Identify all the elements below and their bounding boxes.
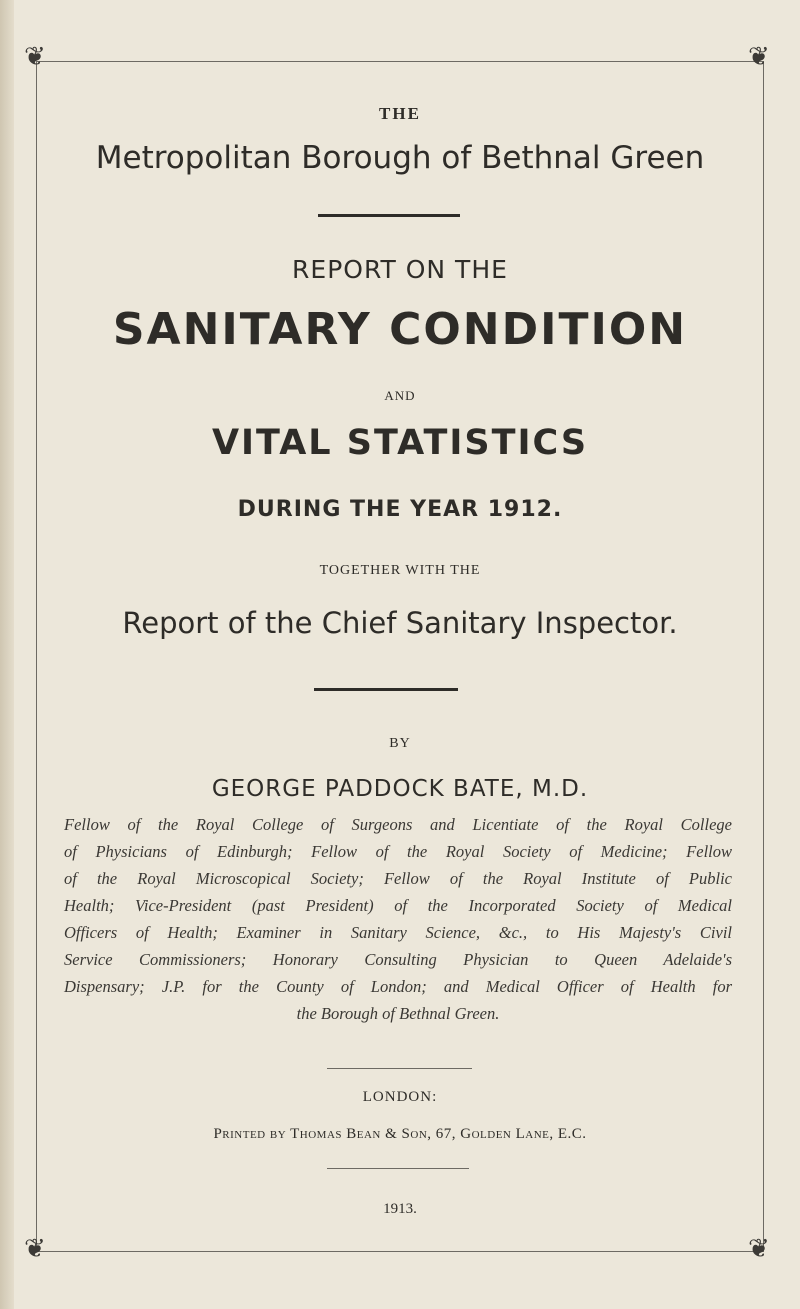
divider: [314, 688, 458, 691]
credentials-line: Dispensary; J.P. for the County of London; and Medical Officer of Health for: [64, 977, 732, 996]
header-the: THE: [379, 104, 421, 123]
sanitary-condition-heading: SANITARY CONDITION: [112, 304, 688, 355]
together-text: TOGETHER WITH THE: [319, 563, 481, 578]
credentials-line: of the Royal Microscopical Society; Fellow of the Royal Institute of Public: [64, 869, 732, 888]
year-heading: DURING THE YEAR 1912.: [237, 497, 563, 522]
report-on-heading: REPORT ON THE: [292, 255, 508, 284]
divider: [318, 214, 460, 217]
imprint-year: 1913.: [383, 1201, 417, 1217]
divider: [327, 1168, 469, 1169]
fleuron-ornament-icon: ❦: [748, 1234, 770, 1263]
author-credentials: [64, 811, 732, 1027]
by-text: BY: [389, 736, 411, 751]
divider: [327, 1068, 472, 1069]
fleuron-ornament-icon: ❦: [24, 1234, 46, 1263]
borough-title: Metropolitan Borough of Bethnal Green: [95, 140, 705, 176]
imprint-place: LONDON:: [362, 1089, 438, 1105]
fleuron-ornament-icon: ❦: [748, 42, 770, 71]
credentials-line: of Physicians of Edinburgh; Fellow of the Royal Society of Medicine; Fellow: [64, 842, 732, 861]
page-border: [36, 61, 764, 1252]
credentials-line: Fellow of the Royal College of Surgeons and Licentiate of the Royal College: [64, 815, 732, 834]
author-name: GEORGE PADDOCK BATE, M.D.: [211, 776, 589, 802]
fleuron-ornament-icon: ❦: [24, 42, 46, 71]
credentials-line: Health; Vice-President (past President) of the Incorporated Society of Medical: [64, 896, 732, 915]
and-text: AND: [384, 388, 416, 403]
credentials-line: Officers of Health; Examiner in Sanitary Science, &c., to His Majesty's Civil: [64, 923, 732, 942]
imprint-printer: Printed by Thomas Bean & Son, 67, Golden Lane, E.C.: [213, 1126, 587, 1142]
vital-statistics-heading: VITAL STATISTICS: [211, 423, 589, 463]
book-spine-edge: [0, 0, 14, 1309]
inspector-heading: Report of the Chief Sanitary Inspector.: [122, 606, 678, 640]
credentials-line: the Borough of Bethnal Green.: [296, 1004, 500, 1023]
credentials-line: Service Commissioners; Honorary Consulting Physician to Queen Adelaide's: [64, 950, 732, 969]
